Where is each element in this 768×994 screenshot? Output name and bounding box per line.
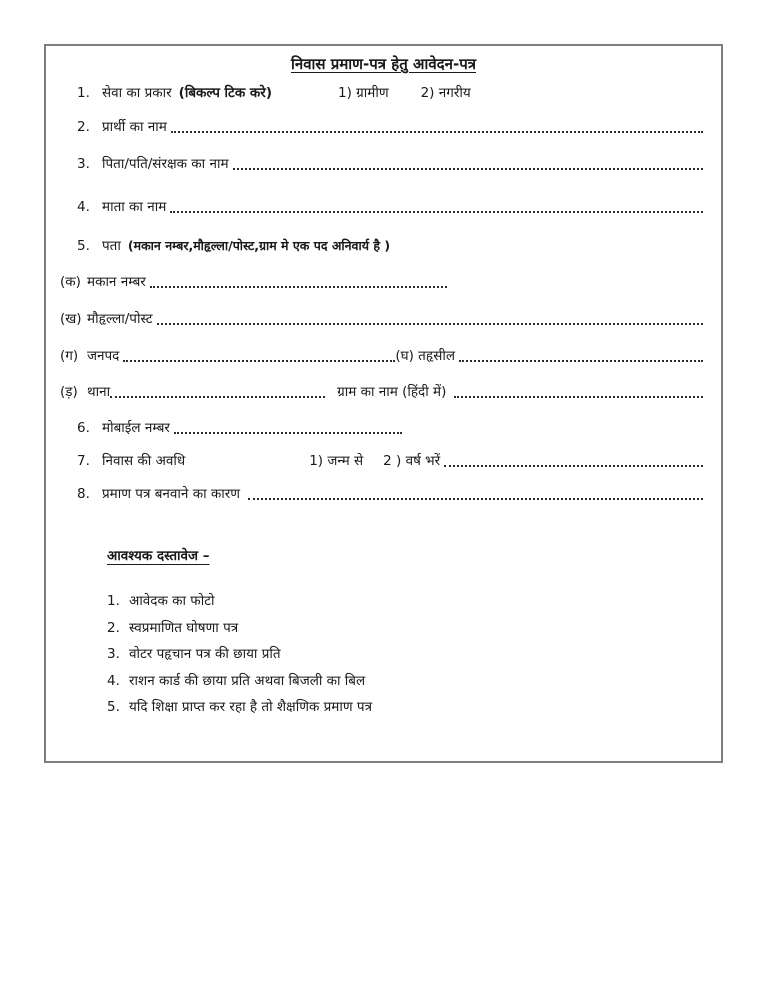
doc-item-number: 2. <box>107 620 120 636</box>
doc-item-label: यदि शिक्षा प्राप्त कर रहा है तो शैक्षणिक प्रमाण पत्र <box>129 699 373 715</box>
item-number: 4. <box>77 199 90 215</box>
option-urban: 2) नगरीय <box>420 85 471 101</box>
mother-name-label: माता का नाम <box>102 199 167 215</box>
mother-name-blank-line <box>170 211 703 213</box>
address-note: (मकान नम्बर,मौहृल्ला/पोस्ट,ग्राम मे एक पद अनिवार्य है ) <box>127 238 391 253</box>
item-number: 8. <box>77 486 90 502</box>
residence-duration-label: निवास की अवधि <box>102 453 186 469</box>
row-district-tehsil <box>46 347 703 366</box>
house-number-blank-line <box>150 286 447 288</box>
service-type-note: (बिकल्प टिक करे) <box>178 85 272 101</box>
row-guardian-name <box>46 155 703 174</box>
row-address <box>46 236 703 256</box>
doc-item-number: 3. <box>107 646 120 662</box>
district-blank-line <box>123 360 395 362</box>
police-station-label: थाना <box>87 384 111 400</box>
house-number-label: मकान नम्बर <box>87 274 146 290</box>
certificate-reason-blank-line <box>248 498 703 500</box>
sub-item-letter: (क) <box>60 274 81 290</box>
guardian-name-label: पिता/पति/संरक्षक का नाम <box>102 156 229 172</box>
item-number: 3. <box>77 156 90 172</box>
item-number: 7. <box>77 453 90 469</box>
row-residence-duration <box>46 452 703 471</box>
police-station-blank-line <box>110 396 325 398</box>
row-police-station-village <box>46 383 703 402</box>
mobile-number-blank-line <box>174 432 402 434</box>
doc-item-label: राशन कार्ड की छाया प्रति अथवा बिजली का बिल <box>129 673 366 689</box>
required-documents-heading: आवश्यक दस्तावेज – <box>107 548 210 564</box>
row-service-type <box>46 84 703 103</box>
form-title: निवास प्रमाण-पत्र हेतु आवेदन-पत्र <box>290 55 476 73</box>
doc-item-number: 5. <box>107 699 120 715</box>
option-since-birth: 1) जन्म से <box>309 453 364 469</box>
document-list-item <box>46 645 703 664</box>
row-mohalla-post <box>46 310 703 329</box>
doc-item-number: 1. <box>107 593 120 609</box>
document-list-item <box>46 672 703 691</box>
district-label: जनपद <box>87 348 120 364</box>
doc-item-label: स्वप्रमाणित घोषणा पत्र <box>129 620 239 636</box>
option-rural: 1) ग्रामीण <box>338 85 389 101</box>
row-mother-name <box>46 198 703 217</box>
document-list-item <box>46 619 703 638</box>
doc-item-label: वोटर पहृचान पत्र की छाया प्रति <box>129 646 281 662</box>
certificate-reason-label: प्रमाण पत्र बनवाने का कारण <box>102 486 241 502</box>
applicant-name-label: प्रार्थी का नाम <box>102 119 167 135</box>
mohalla-post-blank-line <box>157 323 703 325</box>
doc-item-number: 4. <box>107 673 120 689</box>
form-border-box <box>44 44 723 763</box>
item-number: 2. <box>77 119 90 135</box>
sub-item-letter: (ड़) <box>60 384 78 400</box>
row-applicant-name <box>46 118 703 137</box>
item-number: 5. <box>77 238 90 254</box>
tehsil-blank-line <box>459 360 703 362</box>
sub-item-letter: (ग) <box>60 348 79 364</box>
residence-years-blank-line <box>444 465 703 467</box>
service-type-label: सेवा का प्रकार <box>102 85 172 101</box>
document-list-item <box>46 592 703 611</box>
row-house-number <box>46 273 703 292</box>
doc-item-label: आवेदक का फोटो <box>129 593 215 609</box>
tehsil-label: (घ) तहृसील <box>395 348 456 364</box>
sub-item-letter: (ख) <box>60 311 82 327</box>
mohalla-post-label: मौहृल्ला/पोस्ट <box>87 311 153 327</box>
mobile-number-label: मोबाईल नम्बर <box>102 420 170 436</box>
village-name-blank-line <box>454 396 703 398</box>
option-fill-years: 2 ) वर्ष भरें <box>383 453 441 469</box>
village-name-label: ग्राम का नाम (हिंदी में) <box>337 384 447 400</box>
address-label: पता <box>102 238 121 254</box>
row-certificate-reason <box>46 485 703 504</box>
item-number: 6. <box>77 420 90 436</box>
applicant-name-blank-line <box>171 131 703 133</box>
guardian-name-blank-line <box>233 168 703 170</box>
row-mobile-number <box>46 419 703 438</box>
document-list-item <box>46 698 703 717</box>
item-number: 1. <box>77 85 90 101</box>
